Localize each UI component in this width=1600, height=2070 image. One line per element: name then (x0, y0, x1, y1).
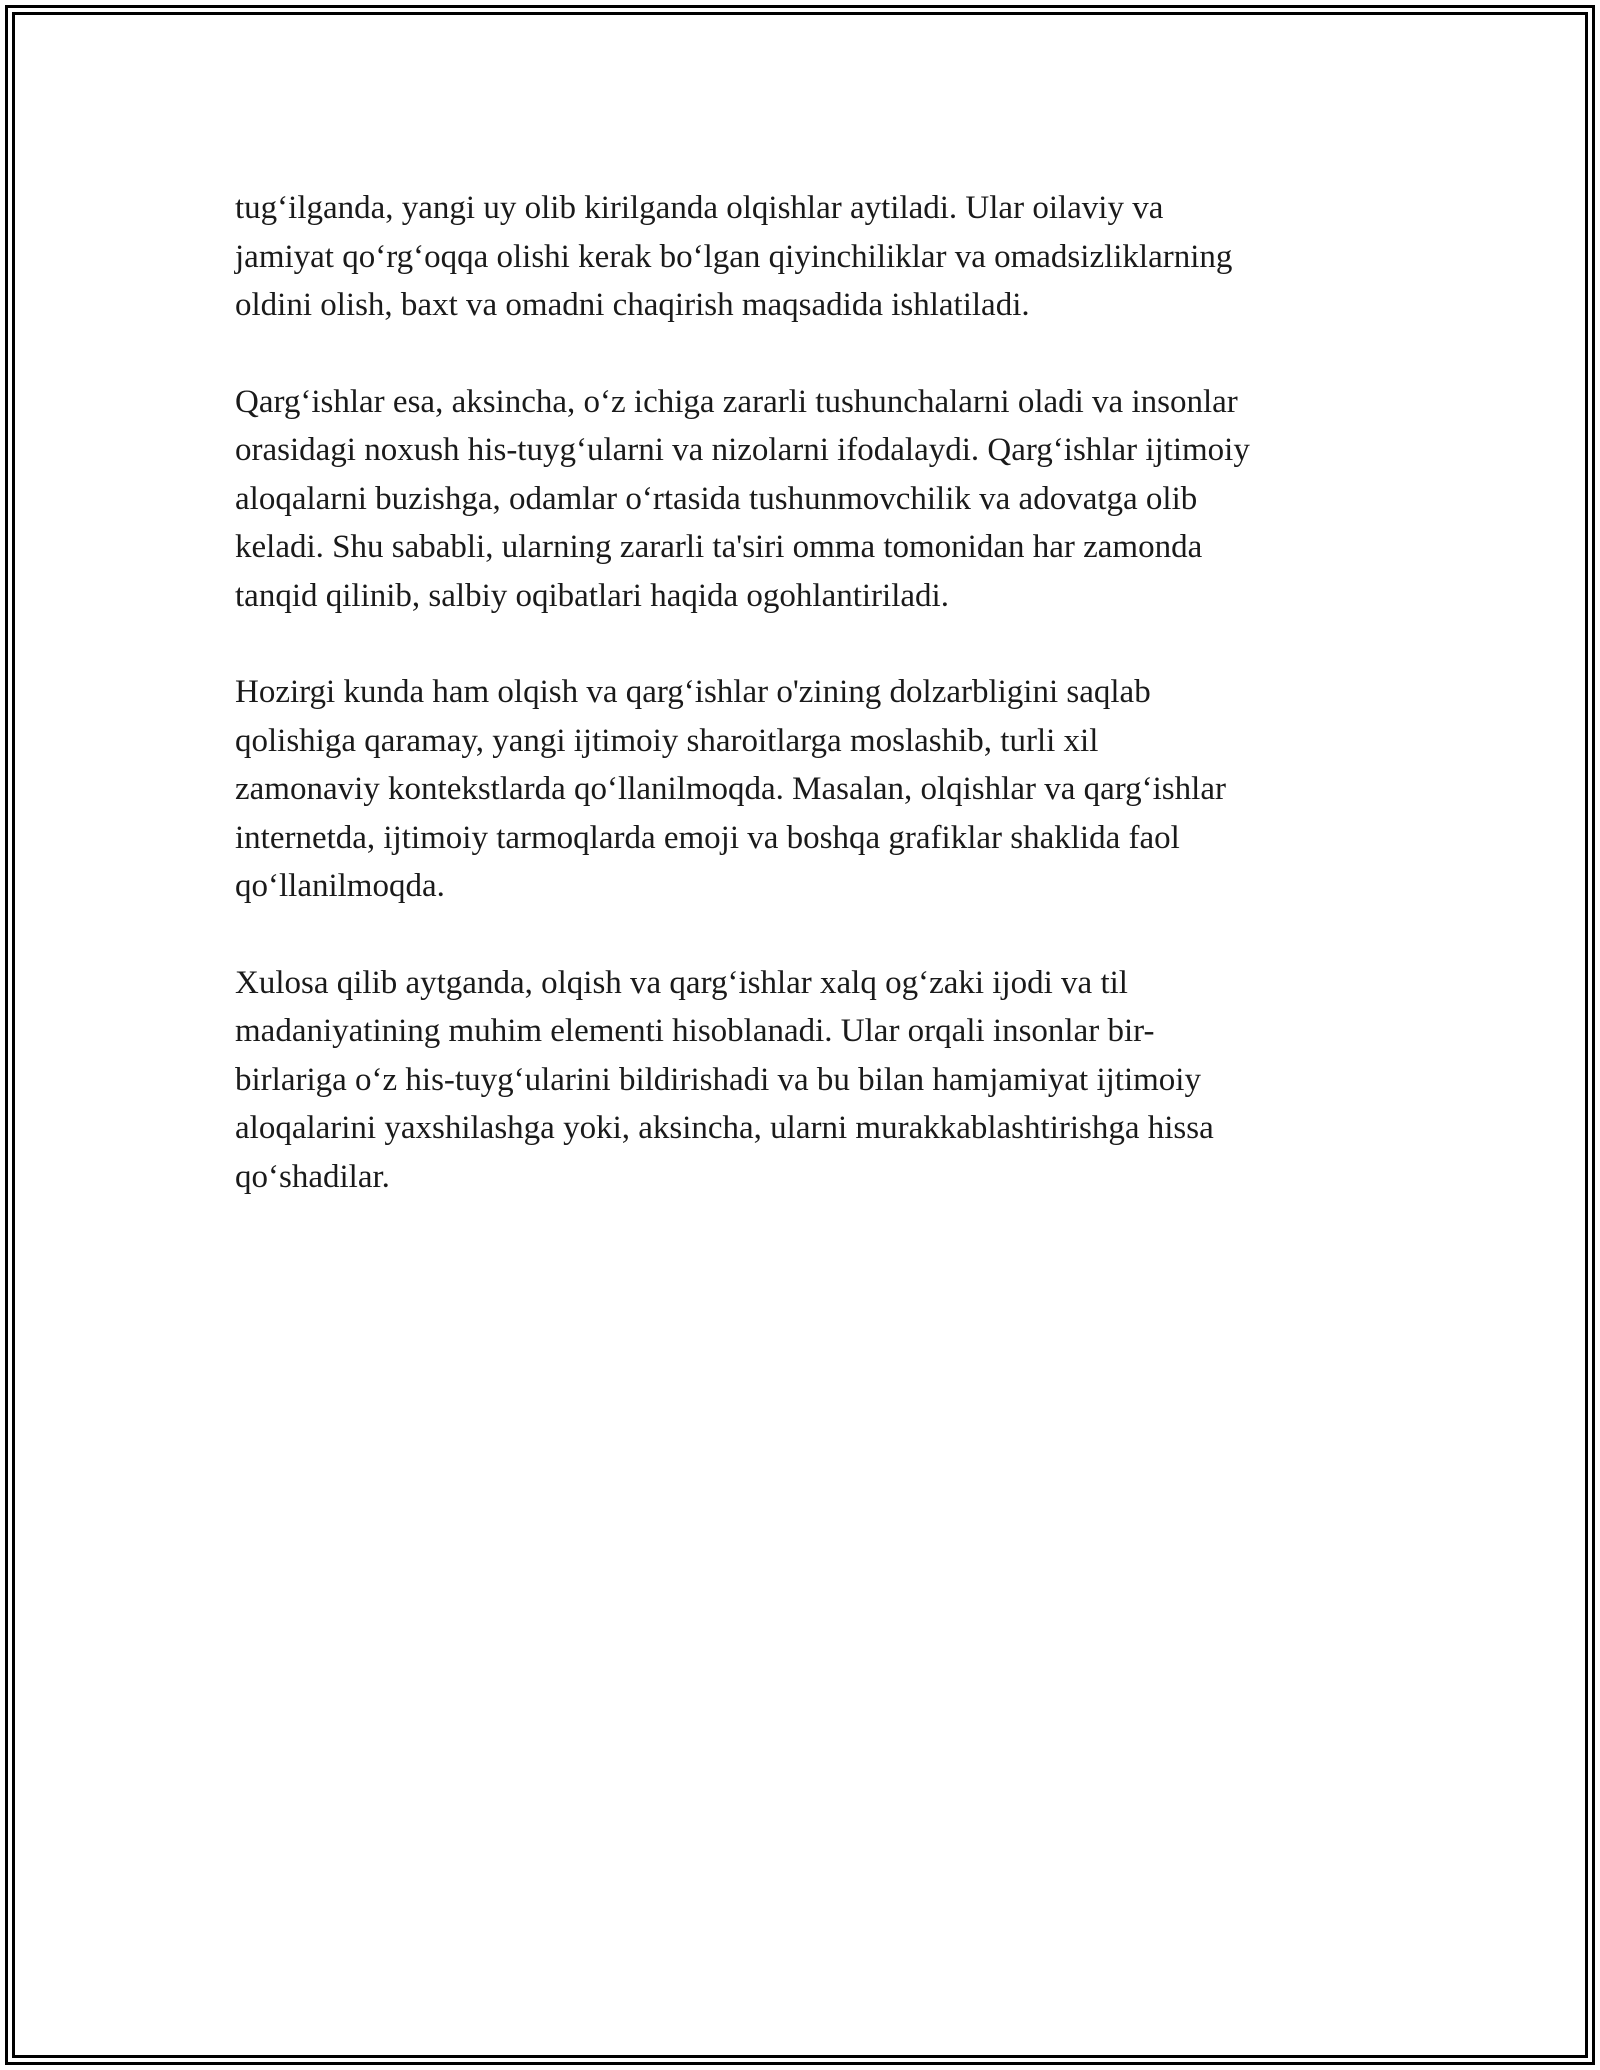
text-line: Xulosa qilib aytganda, olqish va qarg‘ishlar xalq og‘zaki ijodi va til (235, 964, 1128, 1001)
text-line: birlariga o‘z his-tuyg‘ularini bildirishadi va bu bilan hamjamiyat ijtimoiy (235, 1061, 1201, 1098)
paragraph-1 (235, 184, 1395, 330)
text-line: zamonaviy kontekstlarda qo‘llanilmoqda. Masalan, olqishlar va qarg‘ishlar (235, 771, 1226, 807)
text-line: orasidagi noxush his-tuyg‘ularni va nizolarni ifodalaydi. Qarg‘ishlar ijtimoiy (235, 432, 1250, 468)
text-line: aloqalarni buzishga, odamlar o‘rtasida tushunmovchilik va adovatga olib (235, 480, 1198, 517)
text-line: internetda, ijtimoiy tarmoqlarda emoji va boshqa grafiklar shaklida faol (235, 819, 1180, 856)
text-line: tanqid qilinib, salbiy oqibatlari haqida ogohlantiriladi. (235, 577, 949, 614)
text-line: jamiyat qo‘rg‘oqqa olishi kerak bo‘lgan qiyinchiliklar va omadsizliklarning (235, 238, 1233, 275)
text-line: madaniyatining muhim elementi hisoblanadi. Ular orqali insonlar bir- (235, 1013, 1155, 1049)
text-line: qolishiga qaramay, yangi ijtimoiy sharoitlarga moslashib, turli xil (235, 722, 1099, 759)
text-line: Qarg‘ishlar esa, aksincha, o‘z ichiga zararli tushunchalarni oladi va insonlar (235, 383, 1238, 420)
text-line: Hozirgi kunda ham olqish va qarg‘ishlar o'zining dolzarbligini saqlab (235, 674, 1151, 710)
text-line: aloqalarini yaxshilashga yoki, aksincha, ularni murakkablashtirishga hissa (235, 1110, 1214, 1146)
text-line: keladi. Shu sababli, ularning zararli ta'siri omma tomonidan har zamonda (235, 529, 1203, 565)
text-line: tug‘ilganda, yangi uy olib kirilganda olqishlar aytiladi. Ular oilaviy va (235, 190, 1164, 226)
text-line: oldini olish, baxt va omadni chaqirish maqsadida ishlatiladi. (235, 287, 1030, 323)
text-line: qo‘shadilar. (235, 1158, 390, 1195)
paragraph-2 (235, 378, 1395, 621)
document-body (235, 184, 1395, 1249)
text-line: qo‘llanilmoqda. (235, 868, 445, 904)
paragraph-4 (235, 959, 1395, 1202)
paragraph-3 (235, 668, 1395, 911)
